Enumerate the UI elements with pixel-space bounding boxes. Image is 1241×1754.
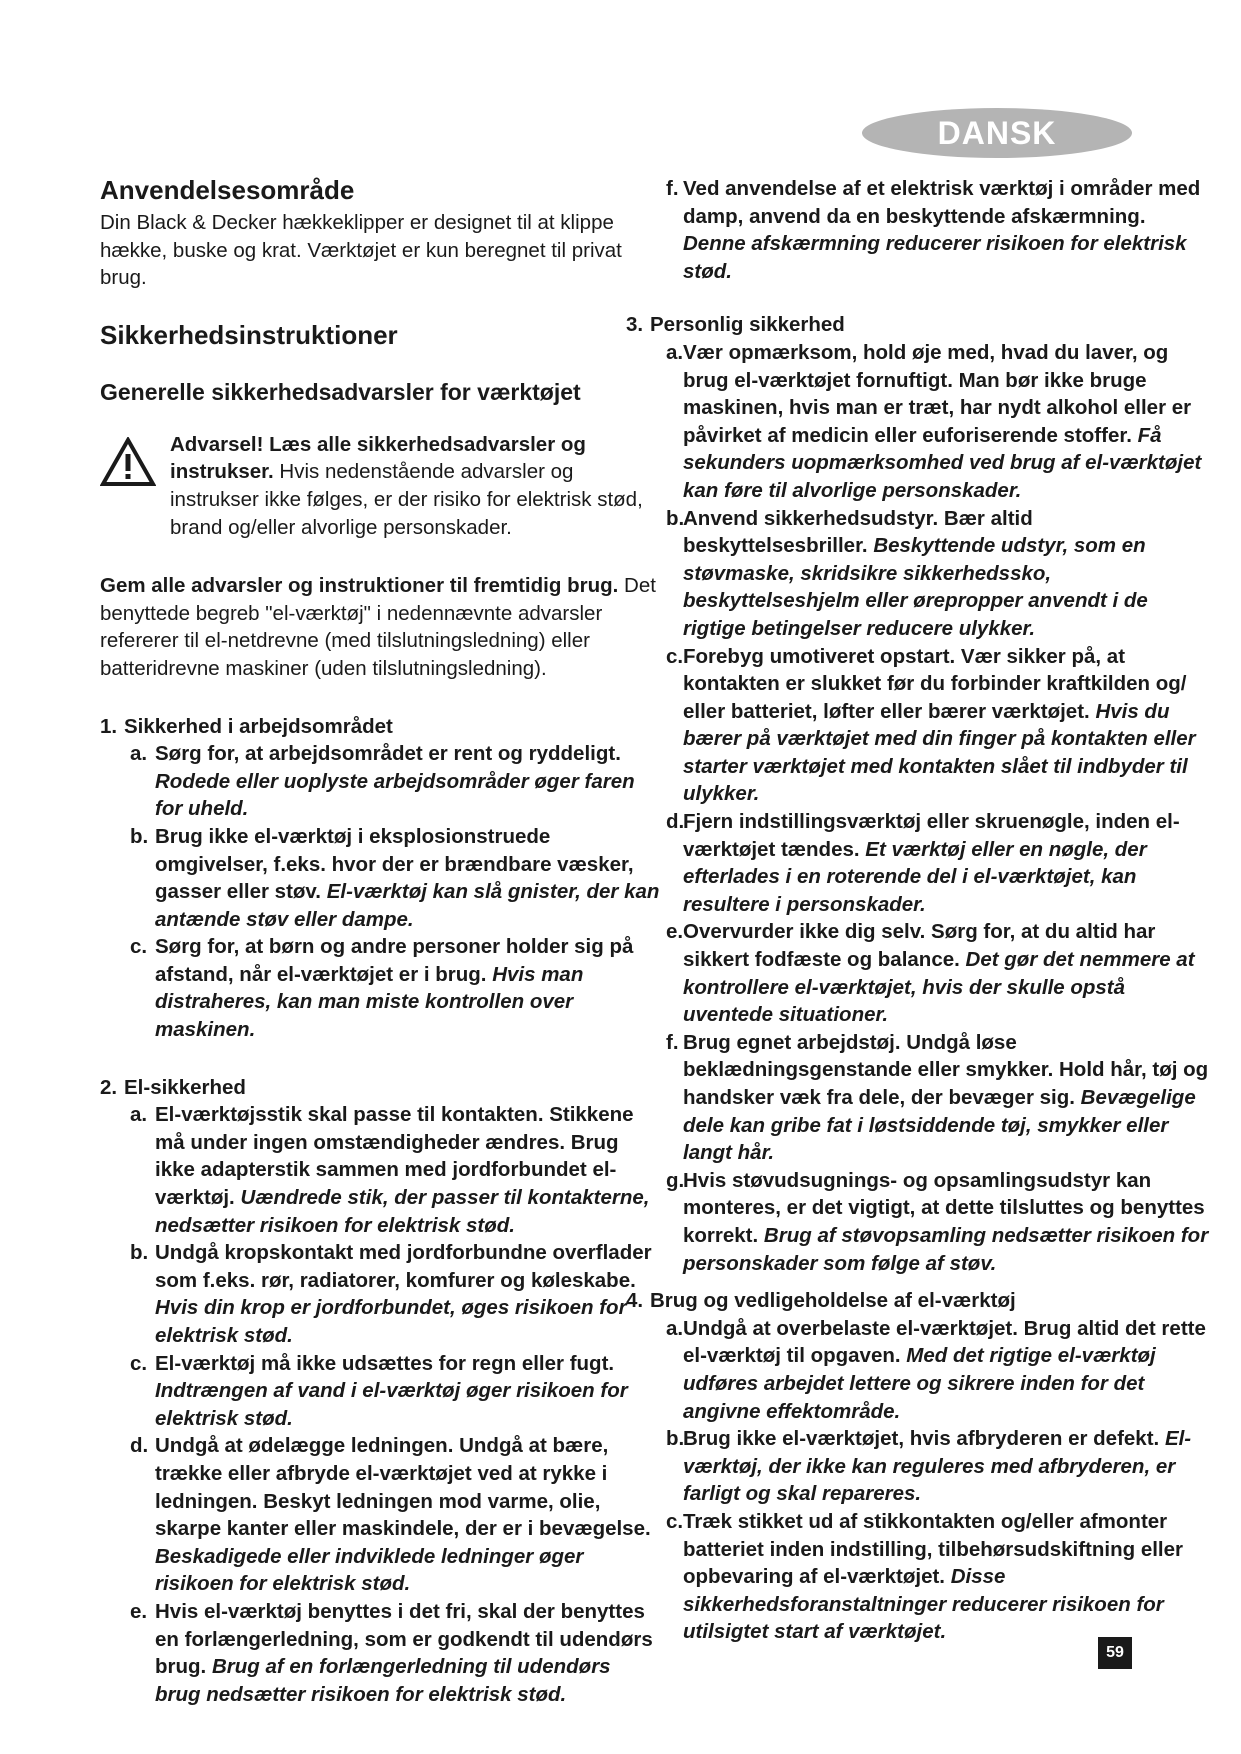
section-3 <box>626 311 1213 1277</box>
continued-item-f: f. Ved anvendelse af et elektrisk værktøj i områder med damp, anvend da en beskyttende afskærmning. Denne afskærmning reducerer risikoen for elektrisk stød. <box>666 177 1201 283</box>
list-item: a. Undgå at overbelaste el-værktøjet. Brug altid det rette el-værktøj til opgaven. Med det rigtige el-værktøj udføres arbejdet lettere og sikrere inden for det angivne effektområde. <box>666 1316 1206 1423</box>
keep-instructions-text: Gem alle advarsler og instruktioner til fremtidig brug. Det benyttede begreb "el-værktøj" i nedennævnte advarsler refererer til el-netdrevne (med tilslutningsledning) eller batteridrevne maskiner (uden tilslutningsledning). <box>100 574 656 680</box>
section-title: 2. El-sikkerhed <box>100 1075 246 1099</box>
scope-heading: Anvendelsesområde <box>100 175 355 205</box>
section-2 <box>100 1074 660 1709</box>
list-item: c. Forebyg umotiveret opstart. Vær sikker på, at kontakten er slukket før du forbinder kraftkilden og/ eller batteriet, løfter eller bærer værktøjet. Hvis du bærer på værktøjet med din finger på kontakten eller starter værktøjet med kontakten slået til indbyder til ulykker. <box>666 644 1196 806</box>
list-item: d. Undgå at ødelægge ledningen. Undgå at bære, trække eller afbryde el-værktøjet ved at rykke i ledningen. Beskyt ledningen mod varme, olie, skarpe kanter eller maskindele, der er i bevægelse. Beskadigede eller indviklede ledninger øger risikoen for elektrisk stød. <box>130 1434 651 1596</box>
list-item: c. Sørg for, at børn og andre personer holder sig på afstand, når el-værktøjet er i brug. Hvis man distraheres, kan man miste kontrollen over maskinen. <box>130 935 634 1042</box>
warning-triangle-icon <box>100 437 156 487</box>
left-column <box>100 175 660 1708</box>
safety-heading: Sikkerhedsinstruktioner <box>100 319 398 350</box>
list-item: b. Anvend sikkerhedsudstyr. Bær altid beskyttelsesbriller. Beskyttende udstyr, som en støvmaske, skridsikre sikkerhedssko, beskyttelseshjelm eller ørepropper anvendt i de rigtige betingelser reducere ulykker. <box>666 506 1148 640</box>
scope-text: Din Black & Decker hækkeklipper er designet til at klippe hække, buske og krat. Værktøjet er kun beregnet til privat brug. <box>100 211 622 290</box>
section-1 <box>100 713 660 1044</box>
language-badge: DANSK <box>862 108 1132 158</box>
warning-text: Advarsel! Læs alle sikkerhedsadvarsler og instrukser. Hvis nedenstående advarsler og instrukser ikke følges, er der risiko for elektrisk stød, brand og/eller alvorlige personskader. <box>170 432 643 539</box>
list-item: e. Overvurder ikke dig selv. Sørg for, at du altid har sikkert fodfæste og balance. Det gør det nemmere at kontrollere el-værktøjet, hvis der skulle opstå uventede situationer. <box>666 920 1195 1027</box>
right-column <box>626 175 1213 1646</box>
list-item: f. Brug egnet arbejdstøj. Undgå løse beklædningsgenstande eller smykker. Hold hår, tøj og handsker væk fra dele, der bevæger sig. Bevægelige dele kan gribe fat i løstsiddende tøj, smykker eller langt hår. <box>666 1030 1209 1165</box>
page-number: 59 <box>1098 1637 1132 1669</box>
list-item: c. El-værktøj må ikke udsættes for regn eller fugt. Indtrængen af vand i el-værktøj øger risikoen for elektrisk stød. <box>130 1351 628 1430</box>
section-title: 1. Sikkerhed i arbejdsområdet <box>100 714 393 738</box>
section-title: 3. Personlig sikkerhed <box>626 313 845 337</box>
warning-block <box>100 431 660 541</box>
list-item: a. El-værktøjsstik skal passe til kontakten. Stikkene må under ingen omstændigheder ændres. Brug ikke adapterstik sammen med jordforbundet el-værktøj. Uændrede stik, der passer til kontakterne, nedsætter risikoen for elektrisk stød. <box>130 1103 650 1237</box>
list-item: d. Fjern indstillingsværktøj eller skruenøgle, inden el-værktøjet tændes. Et værktøj eller en nøgle, der efterlades i en roterende del i el-værktøjet, kan resultere i personskader. <box>666 810 1180 916</box>
list-item: g. Hvis støvudsugnings- og opsamlingsudstyr kan monteres, er det vigtigt, at dette tilsluttes og benyttes korrekt. Brug af støvopsamling nedsætter risikoen for personskader som følge af støv. <box>666 1168 1209 1275</box>
section-title: 4. Brug og vedligeholdelse af el-værktøj <box>626 1289 1016 1313</box>
list-item: b. Brug ikke el-værktøj i eksplosionstruede omgivelser, f.eks. hvor der er brændbare væsker, gasser eller støv. El-værktøj kan slå gnister, der kan antænde støv eller dampe. <box>130 824 660 931</box>
list-item: b. Brug ikke el-værktøjet, hvis afbryderen er defekt. El-værktøj, der ikke kan reguleres med afbryderen, er farligt og skal repareres. <box>666 1427 1192 1506</box>
general-warnings-heading: Generelle sikkerhedsadvarsler for værktøjet <box>100 378 581 405</box>
section-4 <box>626 1287 1213 1646</box>
list-item: b. Undgå kropskontakt med jordforbundne overflader som f.eks. rør, radiatorer, komfurer og køleskabe. Hvis din krop er jordforbundet, øges risikoen for elektrisk stød. <box>130 1241 652 1347</box>
list-item: c. Træk stikket ud af stikkontakten og/eller afmonter batteriet inden indstilling, tilbehørsudskiftning eller opbevaring af el-værktøjet. Disse sikkerhedsforanstaltninger reducerer risikoen for utilsigtet start af værktøjet. <box>666 1509 1184 1644</box>
list-item: a. Sørg for, at arbejdsområdet er rent og ryddeligt. Rodede eller uoplyste arbejdsområder øger faren for uheld. <box>130 742 635 821</box>
list-item: a. Vær opmærksom, hold øje med, hvad du laver, og brug el-værktøjet fornuftigt. Man bør ikke bruge maskinen, hvis man er træt, har nydt alkohol eller er påvirket af medicin eller euforiserende stoffer. Få sekunders uopmærksomhed ved brug af el-værktøjet kan føre til alvorlige personskader. <box>666 340 1202 502</box>
list-item: e. Hvis el-værktøj benyttes i det fri, skal der benyttes en forlængerledning, som er godkendt til udendørs brug. Brug af en forlængerledning til udendørs brug nedsætter risikoen for elektrisk stød. <box>130 1599 653 1706</box>
